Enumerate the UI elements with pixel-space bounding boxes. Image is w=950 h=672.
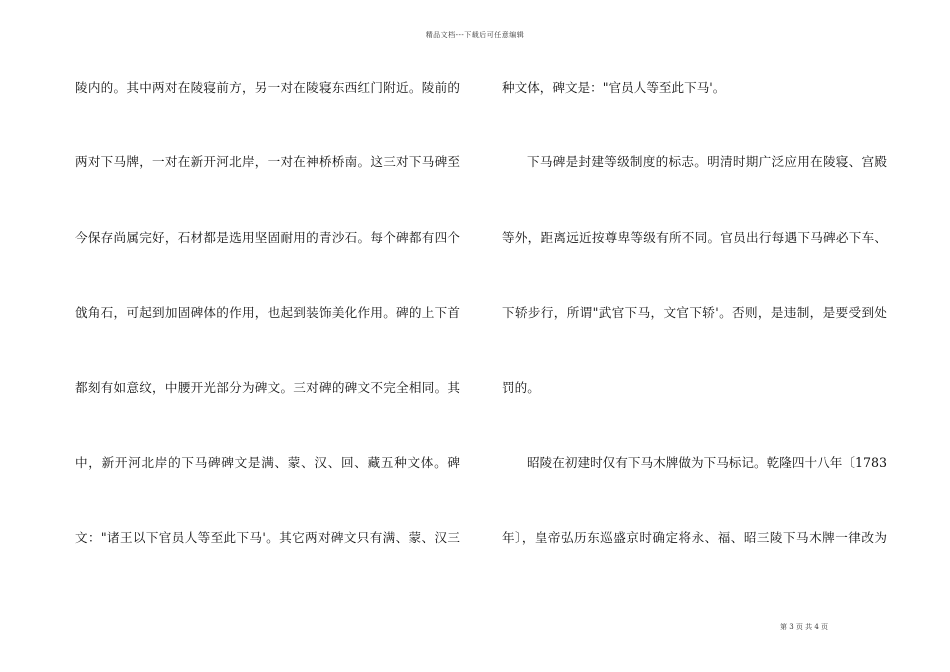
text-line: 今保存尚属完好，石材都是选用坚固耐用的青沙石。每个碑都有四个: [75, 230, 460, 245]
page-number: 第 3 页 共 4 页: [780, 623, 829, 631]
text-line: 中，新开河北岸的下马碑碑文是满、蒙、汉、回、藏五种文体。碑: [75, 455, 460, 470]
text-line: 等外，距离远近按尊卑等级有所不同。官员出行每遇下马碑必下车、: [502, 230, 887, 245]
text-line: 文："诸王以下官员人等至此下马'。其它两对碑文只有满、蒙、汉三: [75, 530, 460, 545]
paragraph-start-line: 下马碑是封建等级制度的标志。明清时期广泛应用在陵寝、宫殿: [527, 154, 887, 169]
text-line: 都刻有如意纹，中腰开光部分为碑文。三对碑的碑文不完全相同。其: [75, 380, 460, 395]
text-line: 两对下马牌，一对在新开河北岸，一对在神桥桥南。这三对下马碑至: [75, 154, 460, 169]
text-line: 罚的。: [502, 380, 540, 395]
paragraph-start-line: 昭陵在初建时仅有下马木牌做为下马标记。乾隆四十八年〔1783: [527, 455, 887, 470]
page-header: 精品文档---下载后可任意编辑: [425, 31, 525, 39]
text-line: 戗角石，可起到加固碑体的作用，也起到装饰美化作用。碑的上下首: [75, 305, 460, 320]
text-line: 种文体，碑文是："官员人等至此下马'。: [502, 80, 726, 95]
text-line: 陵内的。其中两对在陵寝前方，另一对在陵寝东西红门附近。陵前的: [75, 80, 460, 95]
text-line: 下轿步行，所谓"武官下马，文官下轿'。否则，是违制，是要受到处: [502, 305, 887, 320]
text-line: 年〕，皇帝弘历东巡盛京时确定将永、福、昭三陵下马木牌一律改为: [502, 530, 887, 545]
